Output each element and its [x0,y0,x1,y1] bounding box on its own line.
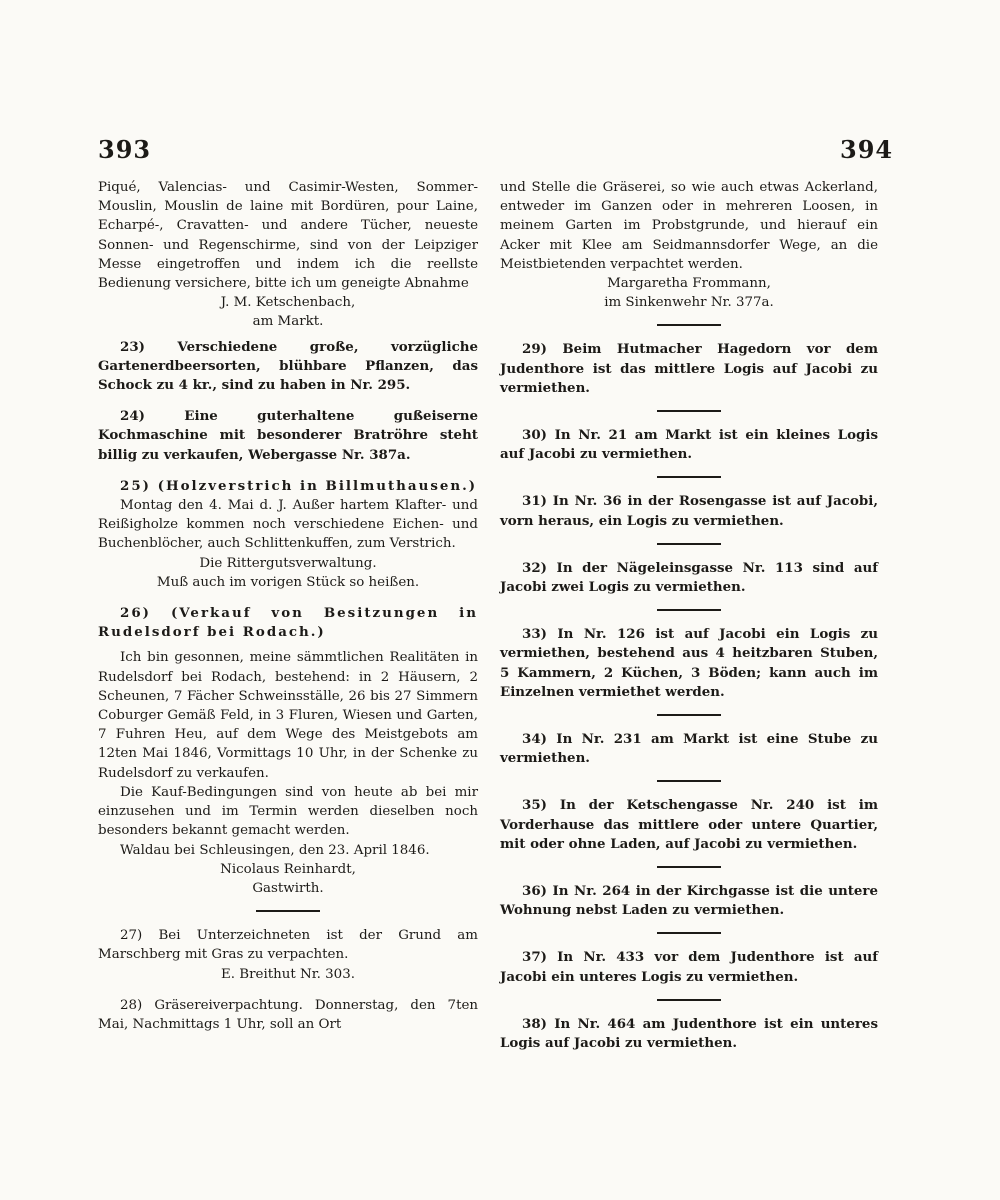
ad-25-note: Muß auch im vorigen Stück so heißen. [156,574,420,590]
section-divider [657,932,721,934]
ad-22-signature-name: J. M. Ketschenbach, [220,295,356,311]
section-divider [657,999,721,1001]
ad-23: 23) Verschiedene große, vorzügliche Gartenerdbeersorten, blühbare Pflanzen, das Schock zu 4 kr., sind zu haben in Nr. 295. [98,338,478,394]
section-divider [657,714,721,716]
left-column [98,178,478,1034]
section-divider [657,324,721,326]
ad-26-signature-role: Gastwirth. [252,880,324,896]
section-divider [256,910,320,912]
ad-22-signature-place: am Markt. [252,314,324,330]
ad-38: 38) In Nr. 464 am Judenthore ist ein unteres Logis auf Jacobi zu vermiethen. [500,1015,878,1052]
ad-31: 31) In Nr. 36 in der Rosengasse ist auf Jacobi, vorn heraus, ein Logis zu vermiethen. [500,493,878,529]
right-column [500,178,878,1053]
ad-25-text: Montag den 4. Mai d. J. Außer hartem Klafter- und Reißigholze kommen noch verschiedene Eichen- und Buchenblöcher, auch Schlittenkuffen, zum Verstrich. [98,498,478,552]
ad-36: 36) In Nr. 264 in der Kirchgasse ist die untere Wohnung nebst Laden zu vermiethen. [500,883,878,919]
ad-25-signature: Die Rittergutsverwaltung. [199,555,377,571]
ad-33: 33) In Nr. 126 ist auf Jacobi ein Logis zu vermiethen, bestehend aus 4 heitzbaren Stuben, 5 Kammern, 2 Küchen, 3 Böden; kann auch im Einzelnen vermiethet werden. [500,626,878,700]
page-number-left: 393 [98,135,152,164]
ad-37: 37) In Nr. 433 vor dem Judenthore ist auf Jacobi ein unteres Logis zu vermiethen. [500,949,878,985]
ad-26-paragraph-2: Die Kauf-Bedingungen sind von heute ab bei mir einzusehen und im Termin werden dieselben noch besonders bekannt gemacht werden. [98,784,478,839]
ad-27-signature: E. Breithut Nr. 303. [221,966,355,982]
ad-22-text: Piqué, Valencias- und Casimir-Westen, Sommer-Mouslin, Mouslin de laine mit Bordüren, pour Laine, Echarpé-, Cravatten- und andere Tücher, neueste Sonnen- und Regenschirme, sind von der Leipziger Messe eingetroffen und indem ich die reellste Bedienung versichere, bitte ich um geneigte Abnahme [98,180,478,292]
ad-27: 27) Bei Unterzeichneten ist der Grund am Marschberg mit Gras zu verpachten. [98,928,478,963]
ad-34: 34) In Nr. 231 am Markt ist eine Stube zu vermiethen. [500,731,878,767]
ad-29: 29) Beim Hutmacher Hagedorn vor dem Judenthore ist das mittlere Logis auf Jacobi zu vermiethen. [500,341,878,396]
ad-28-continuation: und Stelle die Gräserei, so wie auch etwas Ackerland, entweder im Ganzen oder in mehreren Loosen, in meinem Garten im Probstgrunde, und hierauf ein Acker mit Klee am Seidmannsdorfer Wege, an die Meistbietenden verpachtet werden. [500,180,878,272]
section-divider [657,410,721,412]
ad-28-start: 28) Gräsereiverpachtung. Donnerstag, den 7ten Mai, Nachmittags 1 Uhr, soll an Ort [98,997,478,1032]
section-divider [657,476,721,478]
ad-28-signature-name: Margaretha Frommann, [607,276,771,292]
ad-28-signature-place: im Sinkenwehr Nr. 377a. [604,295,774,311]
ad-26-signature-name: Nicolaus Reinhardt, [220,861,356,877]
ad-30: 30) In Nr. 21 am Markt ist ein kleines Logis auf Jacobi zu vermiethen. [500,427,878,463]
ad-26-title: 26) (Verkauf von Besitzungen in Rudelsdorf bei Rodach.) [98,605,478,641]
section-divider [657,609,721,611]
section-divider [657,543,721,545]
ad-26-date: Waldau bei Schleusingen, den 23. April 1846. [120,842,430,858]
section-divider [657,866,721,868]
ad-35: 35) In der Ketschengasse Nr. 240 ist im Vorderhause das mittlere oder untere Quartier, mit oder ohne Laden, auf Jacobi zu vermiethen. [500,797,878,852]
ad-24: 24) Eine guterhaltene gußeiserne Kochmaschine mit besonderer Bratröhre steht billig zu verkaufen, Webergasse Nr. 387a. [98,408,478,463]
ad-32: 32) In der Nägeleinsgasse Nr. 113 sind auf Jacobi zwei Logis zu vermiethen. [500,559,878,596]
ad-25-title: 25) (Holzverstrich in Billmuthausen.) [120,477,478,494]
page-number-right: 394 [840,135,894,164]
section-divider [657,780,721,782]
ad-26-paragraph-1: Ich bin gesonnen, meine sämmtlichen Realitäten in Rudelsdorf bei Rodach, bestehend: in 2 Häusern, 2 Scheunen, 7 Fächer Schweinsställe, 26 bis 27 Simmern Coburger Gemäß Feld, in 3 Fluren, Wiesen und Garten, 7 Fuhren Heu, auf dem Wege des Meistgebots am 12ten Mai 1846, Vormittags 10 Uhr, in der Schenke zu Rudelsdorf zu verkaufen. [98,650,478,781]
